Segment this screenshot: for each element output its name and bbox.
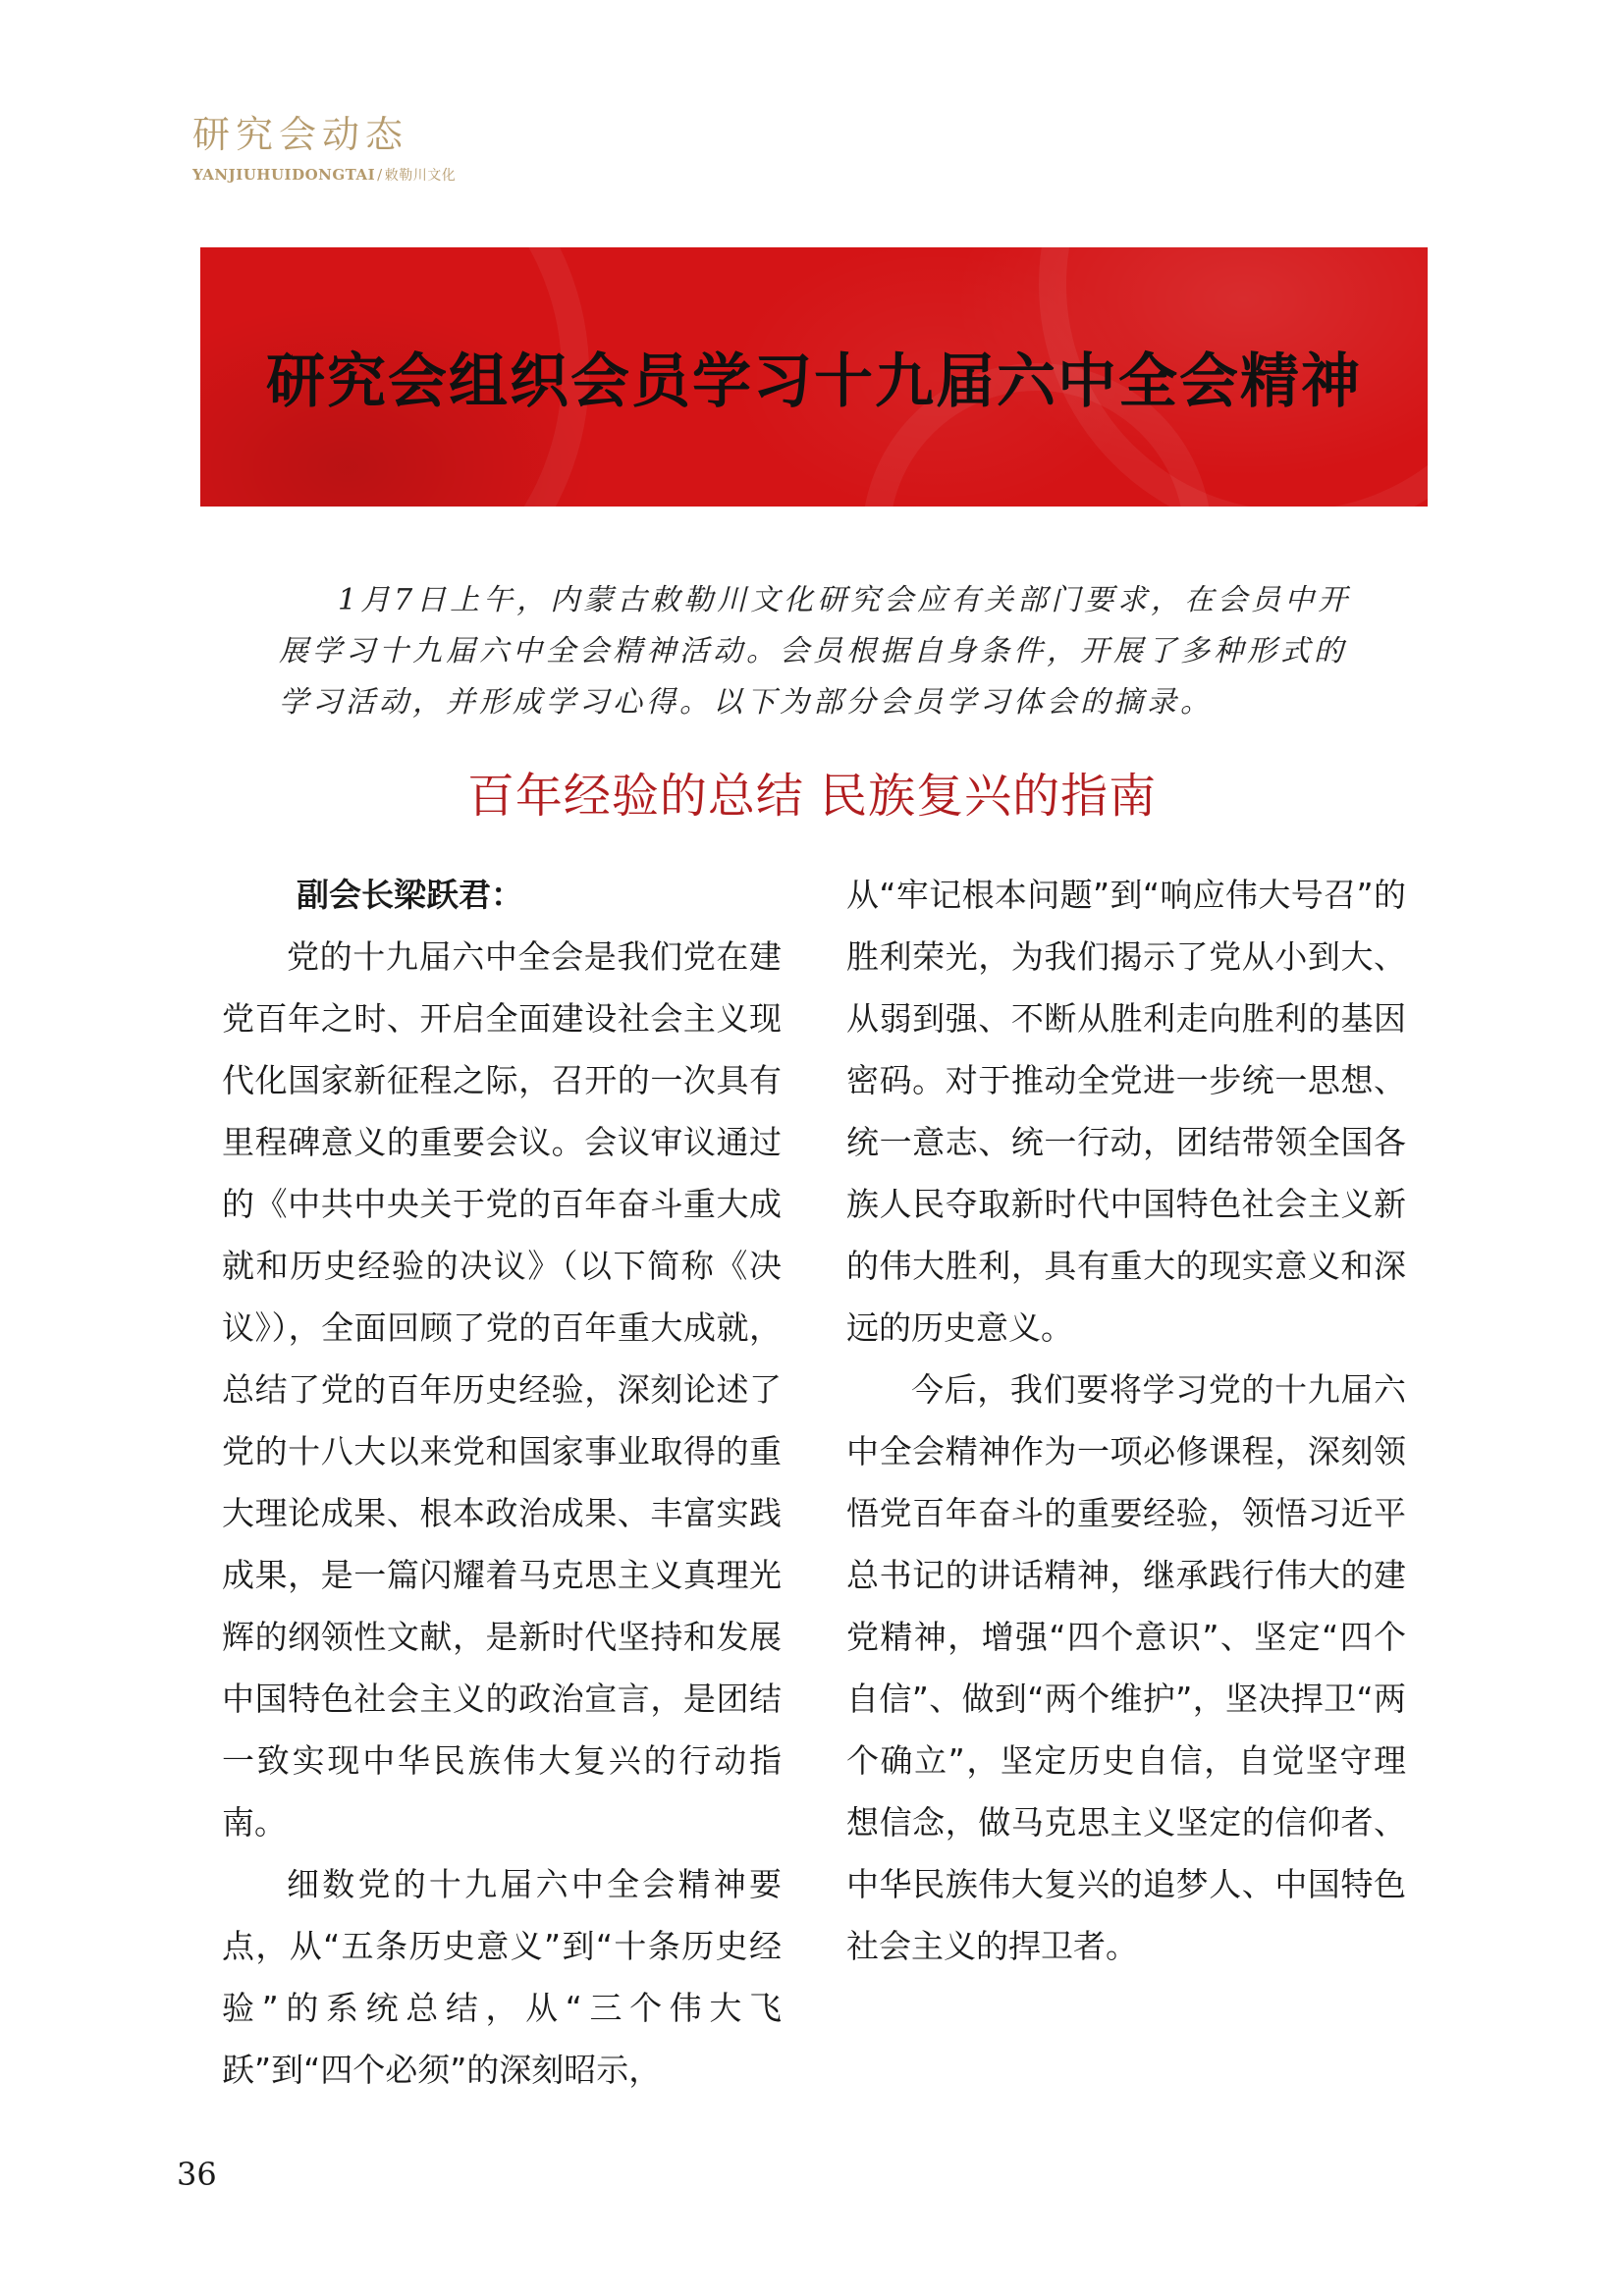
article-author: 副会长梁跃君： [297,876,523,914]
article-column-left [222,864,782,2101]
article-paragraph: 今后，我们要将学习党的十九届六中全会精神作为一项必修课程，深刻领悟党百年奋斗的重要经验，领悟习近平总书记的讲话精神，继承践行伟大的建党精神，增强“四个意识”、坚定“四个自信”、做到“两个维护”，坚决捍卫“两个确立”，坚定历史自信，自觉坚守理想信念，做马克思主义坚定的信仰者、中华民族伟大复兴的追梦人、中国特色社会主义的捍卫者。 [846,1370,1406,1965]
article-paragraph: 从“牢记根本问题”到“响应伟大号召”的胜利荣光，为我们揭示了党从小到大、从弱到强、不断从胜利走向胜利的基因密码。对于推动全党进一步统一思想、统一意志、统一行动，团结带领全国各族人民夺取新时代中国特色社会主义新的伟大胜利，具有重大的现实意义和深远的历史意义。 [846,876,1406,1347]
article-paragraph: 党的十九届六中全会是我们党在建党百年之时、开启全面建设社会主义现代化国家新征程之际，召开的一次具有里程碑意义的重要会议。会议审议通过的《中共中央关于党的百年奋斗重大成就和历史经验的决议》（以下简称《决议》），全面回顾了党的百年重大成就，总结了党的百年历史经验，深刻论述了党的十八大以来党和国家事业取得的重大理论成果、根本政治成果、丰富实践成果，是一篇闪耀着马克思主义真理光辉的纲领性文献，是新时代坚持和发展中国特色社会主义的政治宣言，是团结一致实现中华民族伟大复兴的行动指南。 [222,937,782,1842]
section-header [192,113,457,185]
section-subtitle-en: YANJIUHUIDONGTAI [192,166,376,184]
banner-title: 研究会组织会员学习十九届六中全会精神 [266,347,1362,416]
article-paragraph: 细数党的十九届六中全会精神要点，从“五条历史意义”到“十条历史经验”的系统总结，从“三个伟大飞跃”到“四个必须”的深刻昭示， [222,1865,782,2089]
section-subtitle-slash: / [377,166,383,184]
intro-paragraph: 1月7日上午，内蒙古敕勒川文化研究会应有关部门要求，在会员中开展学习十九届六中全会精神活动。会员根据自身条件，开展了多种形式的学习活动，并形成学习心得。以下为部分会员学习体会的摘录。 [279,583,1352,720]
section-subtitle-cn: 敕勒川文化 [384,168,457,184]
article-title: 百年经验的总结 民族复兴的指南 [466,769,1158,824]
section-title: 研究会动态 [192,113,409,156]
article-column-right [846,864,1406,1977]
page-number: 36 [177,2156,217,2193]
section-subtitle [192,165,456,185]
title-banner [200,247,1428,507]
